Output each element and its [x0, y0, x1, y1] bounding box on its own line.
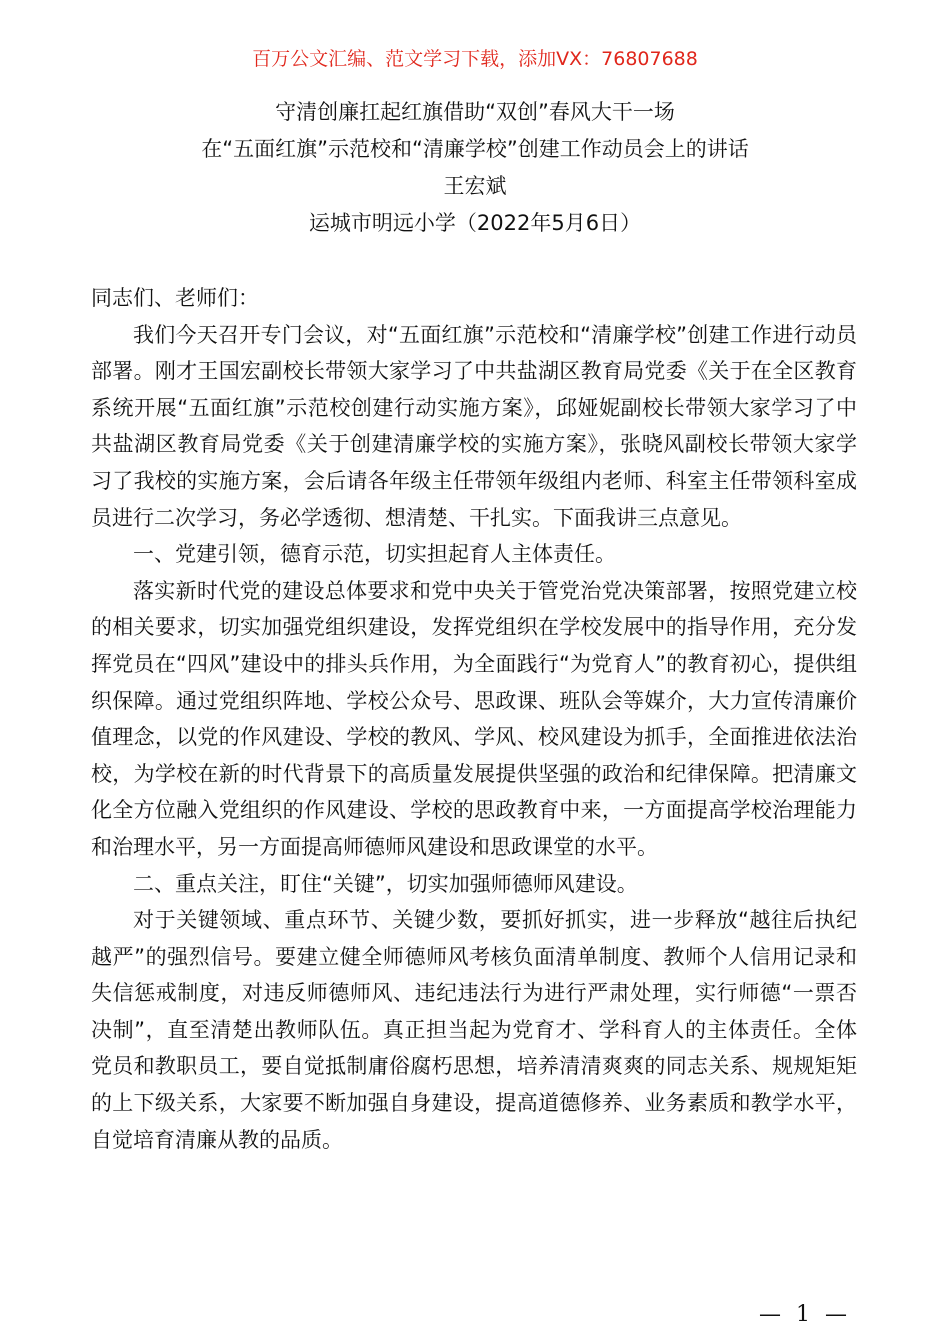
section-heading-2: 二、重点关注，盯住“关键”，切实加强师德师风建设。 [133, 871, 638, 896]
page-number: — 1 — [759, 1302, 851, 1327]
section-heading-1: 一、党建引领，德育示范，切实担起育人主体责任。 [133, 542, 616, 567]
document-body [91, 280, 857, 1158]
body-paragraph: 落实新时代党的建设总体要求和党中央关于管党治党决策部署，按照党建立校的相关要求，切实加强党组织建设，发挥党组织在学校发展中的指导作用，充分发挥党员在“四风”建设中的排头兵作用，为全面践行“为党育人”的教育初心，提供组织保障。通过党组织阵地、学校公众号、思政课、班队会等媒介，大力宣传清廉价值理念，以党的作风建设、学校的教风、学风、校风建设为抓手，全面推进依法治校，为学校在新的时代背景下的高质量发展提供坚强的政治和纪律保障。把清廉文化全方位融入党组织的作风建设、学校的思政教育中来，一方面提高学校治理能力和治理水平，另一方面提高师德师风建设和思政课堂的水平。 [91, 578, 857, 859]
body-paragraph: 我们今天召开专门会议，对“五面红旗”示范校和“清廉学校”创建工作进行动员部署。刚才王国宏副校长带领大家学习了中共盐湖区教育局党委《关于在全区教育系统开展“五面红旗”示范校创建行动实施方案》，邱娅妮副校长带领大家学习了中共盐湖区教育局党委《关于创建清廉学校的实施方案》，张晓风副校长带领大家学习了我校的实施方案，会后请各年级主任带领年级组内老师、科室主任带领科室成员进行二次学习，务必学透彻、想清楚、干扎实。下面我讲三点意见。 [91, 322, 857, 530]
affiliation-date: 运城市明远小学（2022年5月6日） [308, 211, 642, 235]
body-paragraph: 对于关键领域、重点环节、关键少数，要抓好抓实，进一步释放“越往后执纪越严”的强烈信号。要建立健全师德师风考核负面清单制度、教师个人信用记录和失信惩戒制度，对违反师德师风、违纪违法行为进行严肃处理，实行师德“一票否决制”，直至清楚出教师队伍。真正担当起为党育才、学科育人的主体责任。全体党员和教职员工，要自觉抵制庸俗腐朽思想，培养清清爽爽的同志关系、规规矩矩的上下级关系，大家要不断加强自身建设，提高道德修养、业务素质和教学水平，自觉培育清廉从教的品质。 [91, 908, 857, 1152]
main-title: 守清创廉扛起红旗借助“双创”春风大干一场 [275, 100, 675, 124]
promo-banner: 百万公文汇编、范文学习下载，添加VX：76807688 [252, 48, 698, 70]
author-name: 王宏斌 [443, 174, 507, 198]
document-title-block [0, 94, 950, 242]
subtitle: 在“五面红旗”示范校和“清廉学校”创建工作动员会上的讲话 [201, 137, 749, 161]
greeting: 同志们、老师们： [91, 286, 259, 310]
